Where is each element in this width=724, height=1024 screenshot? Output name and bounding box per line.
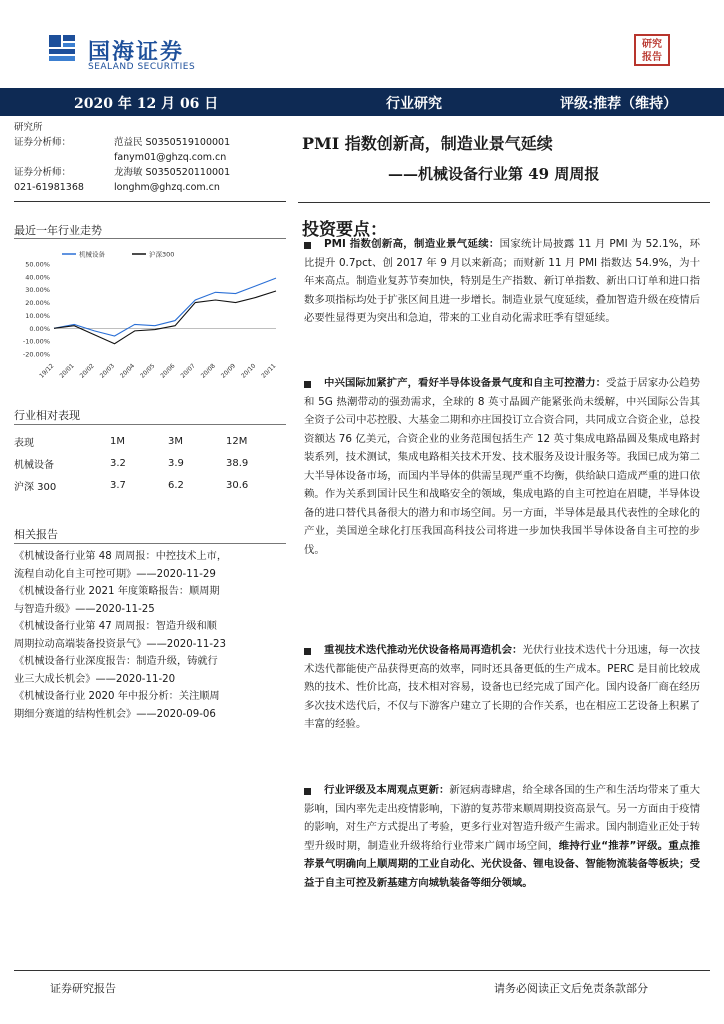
table-cell: 3.2 <box>110 457 126 469</box>
stamp-line-1: 研究 <box>642 39 662 50</box>
divider <box>14 201 286 202</box>
x-tick-label: 20/06 <box>159 362 177 380</box>
page-subtitle: ——机械设备行业第 49 周周报 <box>388 165 600 183</box>
legend-label: 沪深300 <box>149 250 175 259</box>
table-cell: 3.7 <box>110 479 126 491</box>
table-header: 3M <box>168 435 183 447</box>
reports-title: 相关报告 <box>14 528 58 541</box>
analyst-email[interactable]: fanym01@ghzq.com.cn <box>114 152 227 163</box>
footer-left: 证券研究报告 <box>50 982 116 995</box>
paragraph-lead: 行业评级及本周观点更新： <box>324 784 450 796</box>
analyst-value: 范益民 S0350519100001 <box>114 137 231 148</box>
divider <box>14 543 286 544</box>
report-line[interactable]: 《机械设备行业 2020 年中报分析：关注顺周 <box>14 691 220 702</box>
company-logo-english: SEALAND SECURITIES <box>88 62 196 72</box>
analyst-email[interactable]: longhm@ghzq.com.cn <box>114 182 220 193</box>
report-type: 行业研究 <box>386 96 442 112</box>
company-logo-text: 国海证券 <box>88 39 185 65</box>
invest-paragraph-3 <box>304 641 700 734</box>
divider <box>14 238 286 239</box>
analyst-row <box>14 150 284 165</box>
x-tick-label: 20/02 <box>78 362 96 380</box>
table-cell: 沪深 300 <box>14 481 57 493</box>
paragraph-lead: PMI 指数创新高，制造业景气延续： <box>324 238 500 250</box>
footer-disclaimer: 请务必阅读正文后免责条款部分 <box>494 982 648 995</box>
analyst-info <box>14 120 284 195</box>
report-line[interactable]: 周期拉动高端装备投资景气》——2020-11-23 <box>14 638 227 650</box>
table-header: 12M <box>226 435 248 447</box>
related-reports <box>14 548 286 723</box>
paragraph-body: 受益于居家办公趋势和 5G 热潮带动的强劲需求，全球的 8 英寸晶圆产能紧张尚未缓解，中兴国际公告其全资子公司中芯控股、大基金二期和亦庄国投订立合资合同，共同成立合资企业，总投资额达 76 亿美元，合资企业的业务范围包括生产 12 英寸集成电路晶圆及集成电路封装系列，技术测试，集成电路相关技术开发、技术服务及设计服务等。我国已成为第二大半导体设备市场，而国内半导体的供需呈现严重不均衡，供给缺口造成严重的进口依赖。作为关系到国计民生和战略安全的领域，集成电路的自主可控迫在眉睫，半导体设备的进口替代具备很大的潜力和市场空间。另一方面，半导体是最具代表性的全球化的产业，美国逆全球化打压我国高科技公司将进一步加快我国半导体设备自主可控的步伐。 <box>304 377 701 556</box>
report-date: 2020 年 12 月 06 日 <box>74 96 219 112</box>
series-line-1 <box>54 291 276 344</box>
analyst-value: 龙海敏 S0350520110001 <box>114 167 231 178</box>
table-cell: 6.2 <box>168 479 184 491</box>
x-tick-label: 20/05 <box>139 362 157 380</box>
report-line[interactable]: 《机械设备行业深度报告：制造升级，铸就行 <box>14 656 218 667</box>
table-header-row <box>14 430 264 452</box>
research-stamp-icon <box>634 34 670 66</box>
paragraph-lead: 中兴国际加紧扩产，看好半导体设备景气度和自主可控潜力： <box>324 377 607 389</box>
invest-heading: 投资要点： <box>302 220 387 240</box>
table-cell: 38.9 <box>226 457 249 469</box>
table-cell: 机械设备 <box>14 459 54 471</box>
paragraph-body: 新冠病毒肆虐，给全球各国的生产和生活均带来了重大影响，国内率先走出疫情影响，下游的复苏带来顺周期投资高景气。另一方面由于疫情的影响，对生产方式提出了考验，更多行业对智造升级产生需求。国内制造业正处于转型升级时期，制造业升级将给行业带来广阔市场空间， <box>304 784 701 852</box>
analyst-row <box>14 165 284 180</box>
sealand-logo-icon <box>49 33 79 65</box>
table-cell: 30.6 <box>226 479 249 491</box>
report-line[interactable]: 《机械设备行业第 47 周周报：智造升级和顺 <box>14 621 217 632</box>
report-line[interactable]: 业三大成长机会》——2020-11-20 <box>14 673 176 685</box>
y-tick-label: 0.00% <box>29 324 50 333</box>
report-rating: 评级:推荐（维持） <box>560 96 678 112</box>
y-tick-label: -10.00% <box>22 337 50 346</box>
x-tick-label: 20/07 <box>179 362 197 380</box>
y-tick-label: 30.00% <box>25 286 50 295</box>
paragraph-body: 国家统计局披露 11 月 PMI 为 52.1%，环比提升 0.7pct、创 2017 年 9 月以来新高；而财新 11 月 PMI 指数达 54.9%，为十年来高点。制造业复苏节奏加快，特别是生产指数、新订单指数、新出口订单和进口指数多项指标均处于扩张区间且进一步增长。制造业景气度延续，叠加智造升级在疫情后必要性显得更为突出和急迫，带来的工业自动化需求旺季有望延续。 <box>304 238 700 324</box>
divider <box>14 424 286 425</box>
invest-paragraph-1 <box>304 235 700 328</box>
x-tick-label: 20/04 <box>118 362 137 380</box>
performance-table <box>14 430 264 496</box>
report-line[interactable]: 《机械设备行业 2021 年度策略报告：顺周期 <box>14 586 220 597</box>
y-tick-label: 20.00% <box>25 299 50 308</box>
report-line[interactable]: 期细分赛道的结构性机会》——2020-09-06 <box>14 708 216 720</box>
analyst-label: 证券分析师： <box>14 137 72 148</box>
x-tick-label: 20/03 <box>98 362 116 380</box>
paragraph-lead: 重视技术迭代推动光伏设备格局再造机会： <box>324 644 523 656</box>
stamp-line-2: 报告 <box>642 52 662 63</box>
footer-divider <box>14 970 710 971</box>
report-line[interactable]: 流程自动化自主可控可期》——2020-11-29 <box>14 568 216 580</box>
x-tick-label: 20/09 <box>219 362 238 380</box>
analyst-row <box>14 180 284 195</box>
y-tick-label: 10.00% <box>25 311 50 320</box>
report-line[interactable]: 《机械设备行业第 48 周周报：中控技术上市， <box>14 551 228 562</box>
table-cell: 3.9 <box>168 457 184 469</box>
paragraph-body: 光伏行业技术迭代十分迅速，每一次技术迭代都能使产品获得更高的效率，同时还具备更低的生产成本。PERC 是目前比较成熟的技术、性价比高，技术相对容易，设备也已经完成了国产化。国内设备厂商在经历多次技术迭代后，不仅与下游客户建立了长期的合作关系，也在相应工艺设备上积累了丰富的经验。 <box>304 644 700 730</box>
x-tick-label: 19/12 <box>38 362 56 380</box>
trend-chart <box>14 242 286 382</box>
trend-title: 最近一年行业走势 <box>14 224 102 237</box>
analyst-label: 证券分析师： <box>14 167 72 178</box>
report-line[interactable]: 与智造升级》——2020-11-25 <box>14 603 155 615</box>
x-tick-label: 20/08 <box>199 362 217 380</box>
divider <box>298 202 710 203</box>
table-row <box>14 452 264 474</box>
table-header: 1M <box>110 435 125 447</box>
x-tick-label: 20/01 <box>58 362 76 380</box>
invest-paragraph-4 <box>304 781 700 892</box>
invest-paragraph-2 <box>304 374 700 559</box>
analyst-phone: 021-61981368 <box>14 182 84 193</box>
table-header: 表现 <box>14 437 34 449</box>
y-tick-label: -20.00% <box>22 350 50 359</box>
header-bar <box>0 88 724 116</box>
paragraph-conclusion: 维持行业“推荐”评级。重点推荐景气明确向上顺周期的工业自动化、光伏设备、锂电设备、智能物流装备等板块；受益于自主可控及新基建方向城轨装备等细分领域。 <box>304 839 700 889</box>
y-tick-label: 50.00% <box>25 260 50 269</box>
performance-title: 行业相对表现 <box>14 409 80 422</box>
dept-row <box>14 120 284 135</box>
legend-label: 机械设备 <box>79 250 105 259</box>
y-tick-label: 40.00% <box>25 273 50 282</box>
x-tick-label: 20/11 <box>260 362 278 380</box>
analyst-row <box>14 135 284 150</box>
table-row <box>14 474 264 496</box>
dept-label: 研究所 <box>14 122 43 133</box>
page-title: PMI 指数创新高，制造业景气延续 <box>302 134 553 153</box>
x-tick-label: 20/10 <box>240 362 258 380</box>
